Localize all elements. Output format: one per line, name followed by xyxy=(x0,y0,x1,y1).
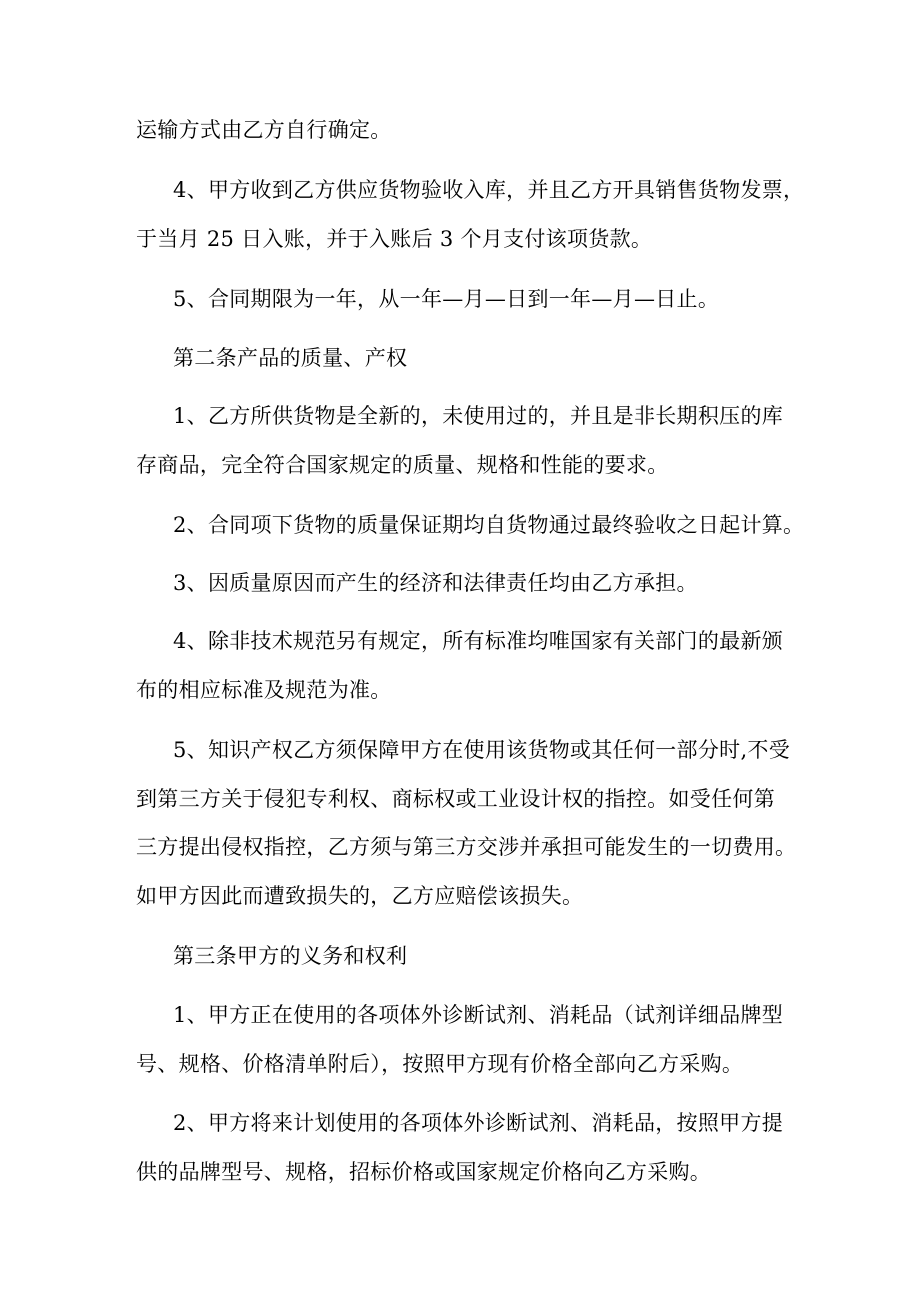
text-line: 1、乙方所供货物是全新的，未使用过的，并且是非长期积压的库 xyxy=(173,404,784,428)
text-line: 号、规格、价格清单附后），按照甲方现有价格全部向乙方采购。 xyxy=(136,1052,744,1076)
text-line: 5、知识产权乙方须保障甲方在使用该货物或其任何一部分时,不受 xyxy=(173,738,791,762)
text-line: 三方提出侵权指控，乙方须与第三方交涉并承担可能发生的一切费用。 xyxy=(136,835,797,859)
text-line: 3、因质量原因而产生的经济和法律责任均由乙方承担。 xyxy=(173,571,698,595)
text-line: 1、甲方正在使用的各项体外诊断试剂、消耗品（试剂详细品牌型 xyxy=(173,1003,784,1027)
text-line: 供的品牌型号、规格，招标价格或国家规定价格向乙方采购。 xyxy=(136,1160,712,1184)
text-line: 存商品，完全符合国家规定的质量、规格和性能的要求。 xyxy=(136,453,669,477)
text-line: 布的相应标准及规范为准。 xyxy=(136,678,392,702)
text-line: 于当月 25 日入账，并于入账后 3 个月支付该项货款。 xyxy=(136,227,653,251)
text-line: 运输方式由乙方自行确定。 xyxy=(136,118,392,142)
text-line: 4、甲方收到乙方供应货物验收入库，并且乙方开具销售货物发票， xyxy=(173,178,805,202)
section-heading: 第二条产品的质量、产权 xyxy=(173,346,408,370)
text-line: 到第三方关于侵犯专利权、商标权或工业设计权的指控。如受任何第 xyxy=(136,787,775,811)
text-line: 4、除非技术规范另有规定，所有标准均唯国家有关部门的最新颁 xyxy=(173,629,784,653)
text-line: 5、合同期限为一年，从一年—月—日到一年—月—日止。 xyxy=(173,287,720,311)
text-line: 如甲方因此而遭致损失的，乙方应赔偿该损失。 xyxy=(136,884,584,908)
text-line: 2、合同项下货物的质量保证期均自货物通过最终验收之日起计算。 xyxy=(173,513,805,537)
section-heading: 第三条甲方的义务和权利 xyxy=(173,944,408,968)
text-line: 2、甲方将来计划使用的各项体外诊断试剂、消耗品，按照甲方提 xyxy=(173,1111,784,1135)
